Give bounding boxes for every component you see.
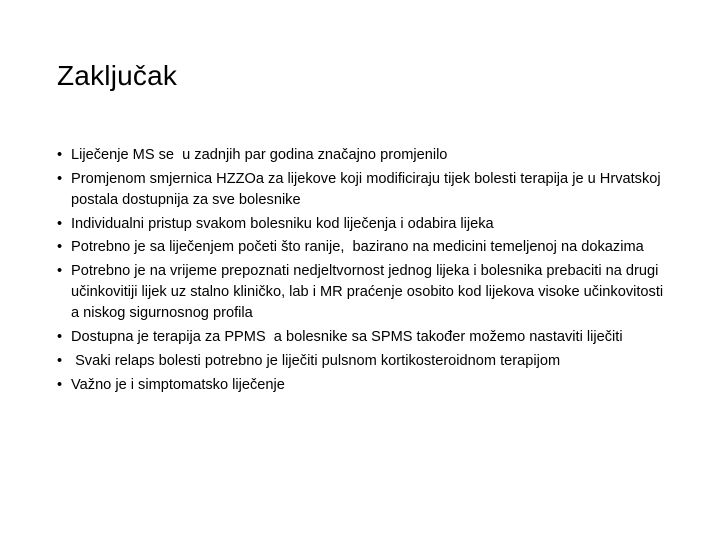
bullet-item — [57, 214, 667, 235]
bullet-dot-icon: • — [57, 328, 63, 345]
bullet-text: Važno je i simptomatsko liječenje — [71, 376, 285, 393]
bullet-text: Liječenje MS se u zadnjih par godina značajno promjenilo — [71, 147, 448, 163]
bullet-dot-icon: • — [57, 376, 63, 393]
slide-title: Zaključak — [57, 60, 178, 91]
bullet-text: Promjenom smjernica HZZOa za lijekove koji modificiraju tijek bolesti terapija je u Hrvatskoj postala dostupnija za sve bolesnike — [71, 170, 665, 208]
bullet-dot-icon: • — [57, 215, 63, 232]
bullet-item — [57, 169, 667, 211]
bullet-item — [57, 375, 667, 396]
bullet-dot-icon: • — [57, 170, 63, 187]
bullet-dot-icon: • — [57, 352, 63, 369]
bullet-text: Potrebno je sa liječenjem početi što ranije, bazirano na medicini temeljenoj na dokazima — [71, 239, 644, 256]
bullet-item — [57, 261, 667, 324]
bullet-list — [57, 145, 667, 398]
bullet-dot-icon: • — [57, 239, 63, 256]
bullet-item — [57, 327, 667, 348]
bullet-item — [57, 145, 667, 166]
bullet-text: Svaki relaps bolesti potrebno je liječiti pulsnom kortikosteroidnom terapijom — [71, 352, 561, 369]
bullet-item — [57, 237, 667, 258]
bullet-text: Individualni pristup svakom bolesniku kod liječenja i odabira lijeka — [71, 215, 494, 232]
bullet-text: Potrebno je na vrijeme prepoznati nedjeltvornost jednog lijeka i bolesnika prebaciti na drugi učinkovitiji lijek uz stalno kliničko, lab i MR praćenje osobito kod lijekova visoke učinkovitosti a niskog sigurnosnog profila — [71, 263, 668, 322]
bullet-text: Dostupna je terapija za PPMS a bolesnike sa SPMS također možemo nastaviti liječiti — [71, 328, 623, 345]
bullet-dot-icon: • — [57, 147, 63, 163]
bullet-item — [57, 351, 667, 372]
bullet-dot-icon: • — [57, 263, 63, 280]
